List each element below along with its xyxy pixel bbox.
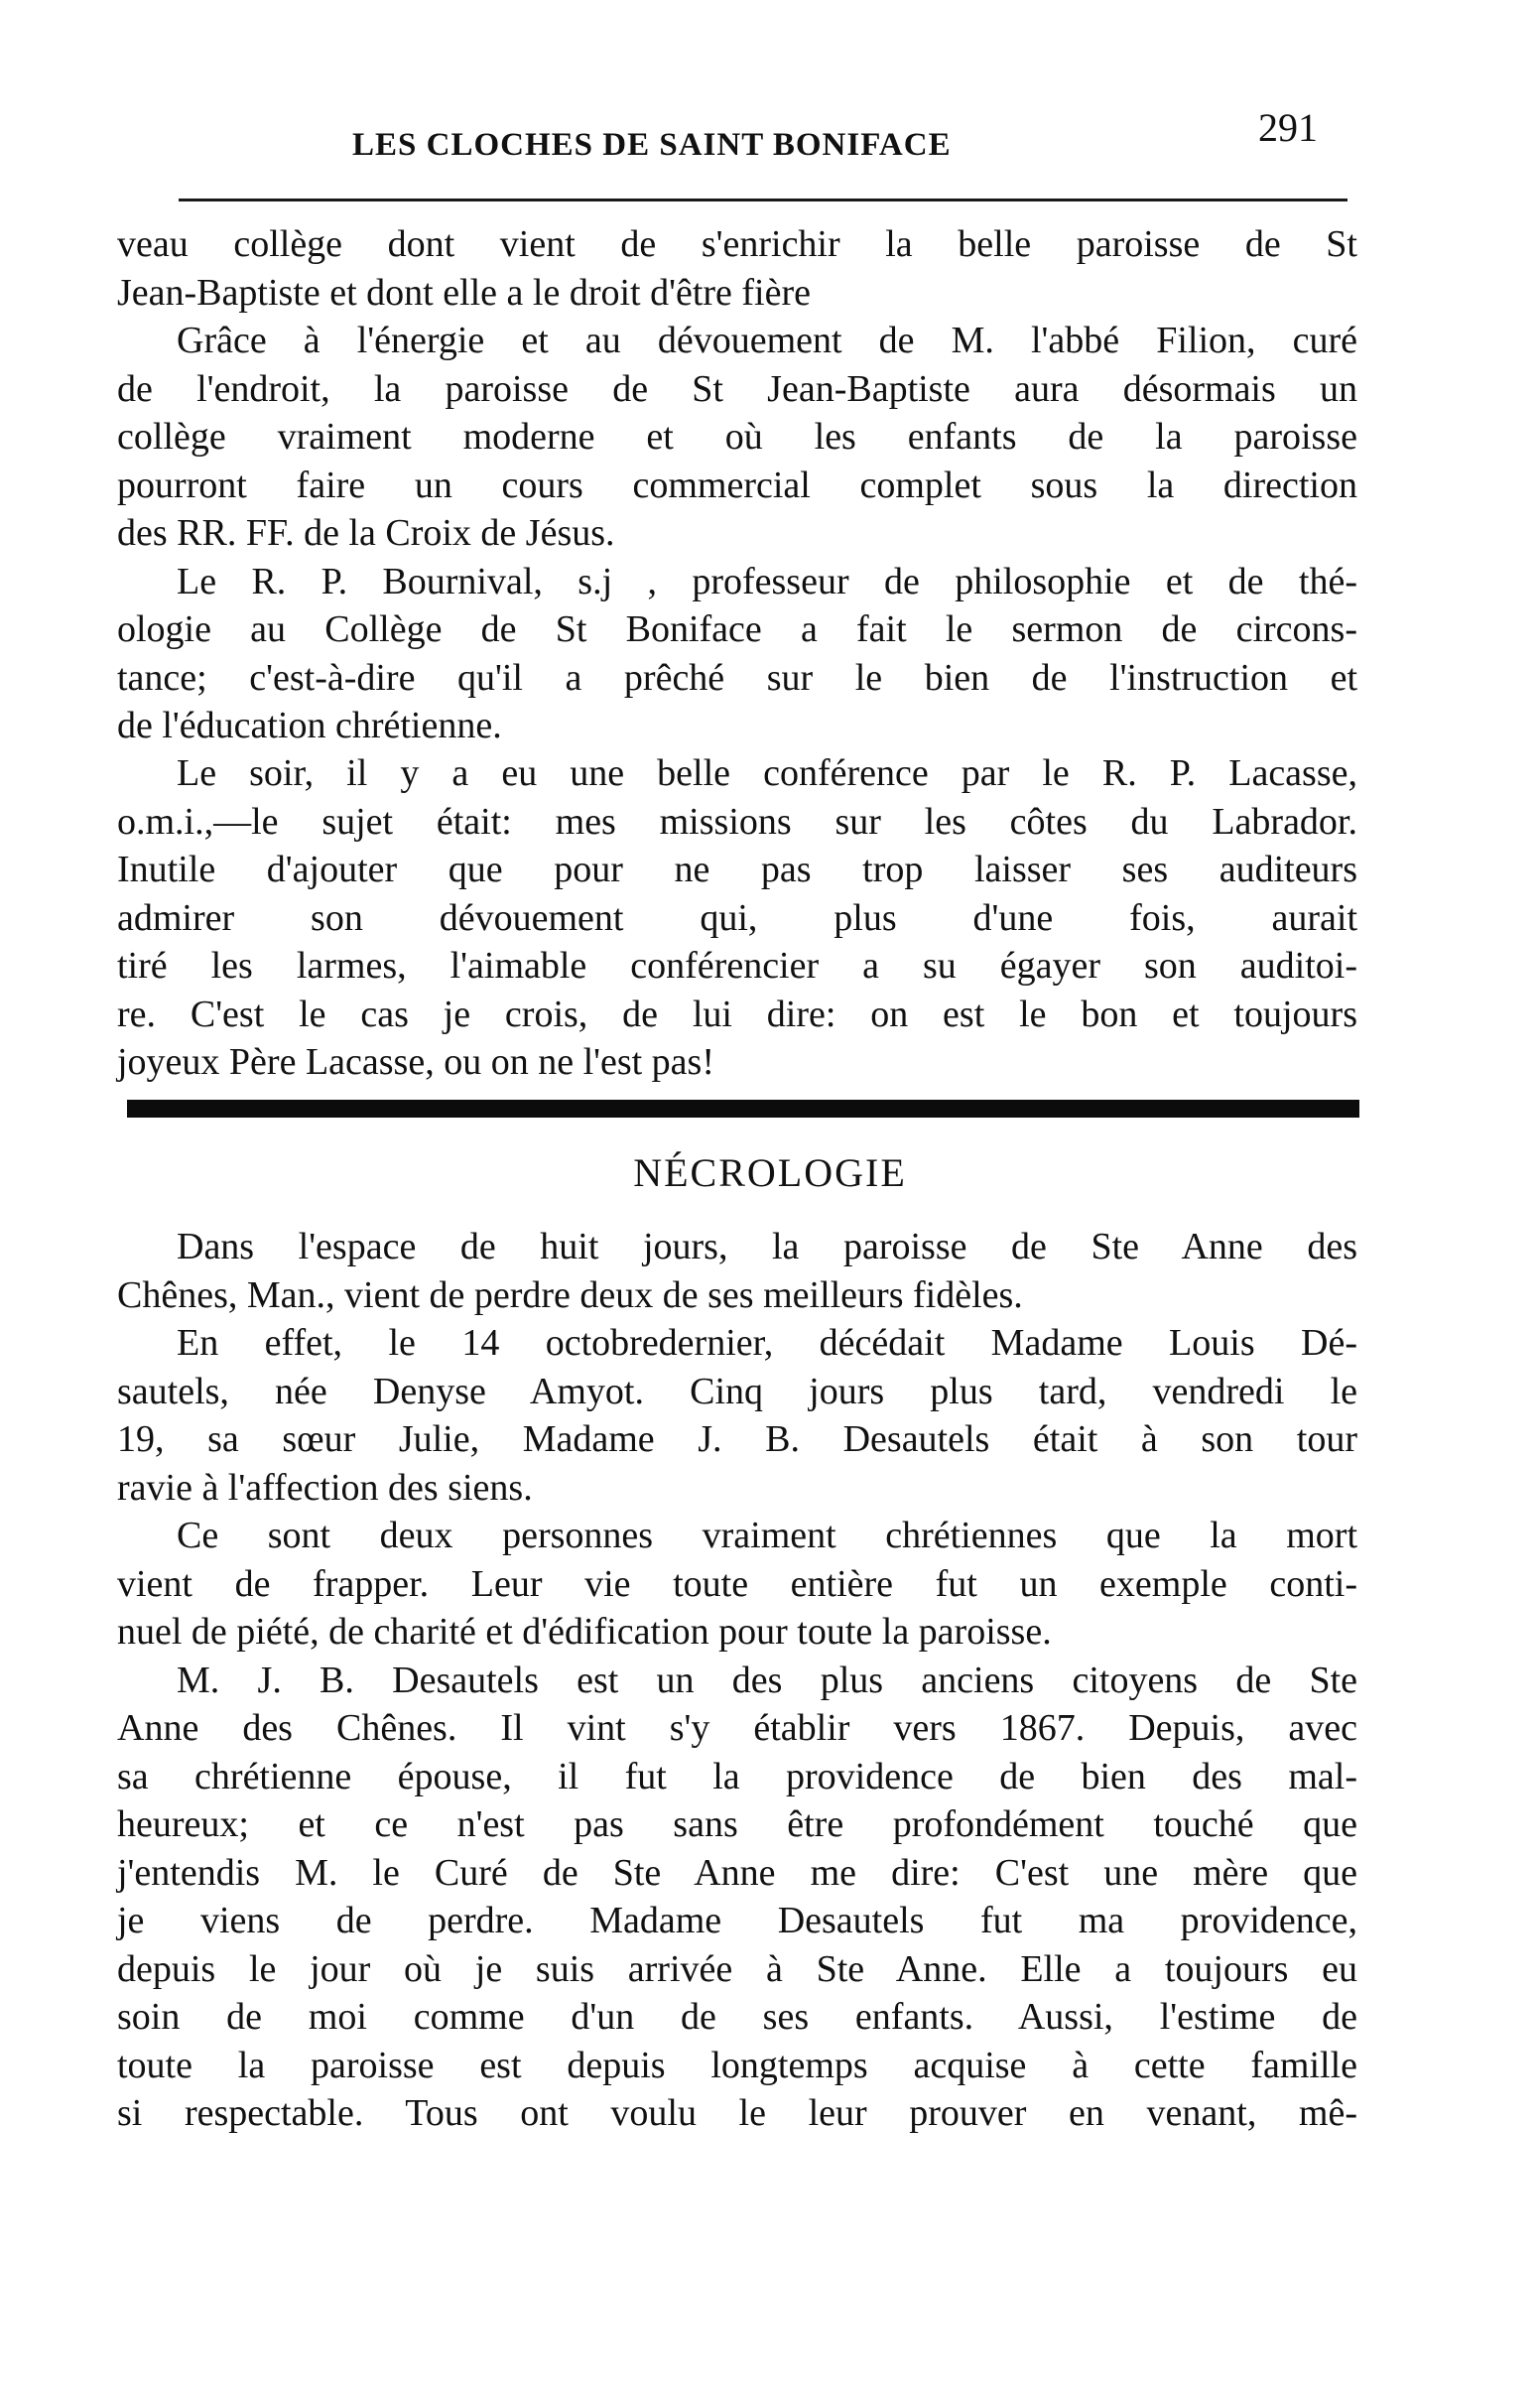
text-line: ologie au Collège de St Boniface a fait le sermon de circons- — [117, 608, 1357, 650]
text-line: Le R. P. Bournival, s.j , professeur de philosophie et de thé- — [177, 560, 1357, 602]
section-divider — [127, 1100, 1359, 1118]
text-line: En effet, le 14 octobredernier, décédait Madame Louis Dé- — [177, 1322, 1357, 1364]
page-number: 291 — [1258, 105, 1318, 150]
text-line: 19, sa sœur Julie, Madame J. B. Desautels était à son tour — [117, 1418, 1357, 1460]
text-line: ravie à l'affection des siens. — [117, 1466, 533, 1509]
text-line: Grâce à l'énergie et au dévouement de M. l'abbé Filion, curé — [177, 320, 1357, 361]
text-line: Chênes, Man., vient de perdre deux de ses meilleurs fidèles. — [117, 1273, 1023, 1316]
text-line: M. J. B. Desautels est un des plus anciens citoyens de Ste — [177, 1659, 1357, 1701]
text-line: Inutile d'ajouter que pour ne pas trop laisser ses auditeurs — [117, 849, 1357, 890]
text-line: nuel de piété, de charité et d'édification pour toute la paroisse. — [117, 1611, 1052, 1653]
text-line: sa chrétienne épouse, il fut la providence de bien des mal- — [117, 1755, 1357, 1797]
text-line: de l'éducation chrétienne. — [117, 705, 502, 746]
text-line: admirer son dévouement qui, plus d'une fois, aurait — [117, 896, 1357, 939]
text-line: tiré les larmes, l'aimable conférencier a su égayer son auditoi- — [117, 945, 1357, 987]
text-line: collège vraiment moderne et où les enfants de la paroisse — [117, 416, 1357, 458]
text-line: joyeux Père Lacasse, ou on ne l'est pas! — [117, 1041, 714, 1083]
text-line: heureux; et ce n'est pas sans être profondément touché que — [117, 1803, 1357, 1845]
text-line: vient de frapper. Leur vie toute entière fut un exemple conti- — [117, 1562, 1357, 1605]
text-line: de l'endroit, la paroisse de St Jean-Baptiste aura désormais un — [117, 367, 1357, 410]
college-paragraphs — [117, 220, 1357, 750]
text-line: des RR. FF. de la Croix de Jésus. — [117, 512, 615, 554]
text-line: j'entendis M. le Curé de Ste Anne me dire: C'est une mère que — [117, 1851, 1357, 1894]
section-title: NÉCROLOGIE — [633, 1150, 907, 1195]
text-line: re. C'est le cas je crois, de lui dire: on est le bon et toujours — [117, 993, 1357, 1035]
text-line: soin de moi comme d'un de ses enfants. Aussi, l'estime de — [117, 1996, 1357, 2038]
text-line: je viens de perdre. Madame Desautels fut ma providence, — [117, 1900, 1357, 1941]
text-line: veau collège dont vient de s'enrichir la belle paroisse de St — [117, 223, 1357, 265]
text-line: Ce sont deux personnes vraiment chrétiennes que la mort — [177, 1515, 1357, 1556]
text-line: pourront faire un cours commercial complet sous la direction — [117, 464, 1357, 506]
obituary-paragraphs — [117, 1223, 1357, 2138]
text-line: sautels, née Denyse Amyot. Cinq jours plus tard, vendredi le — [117, 1370, 1357, 1412]
text-line: o.m.i.,—le sujet était: mes missions sur les côtes du Labrador. — [117, 800, 1357, 843]
text-line: depuis le jour où je suis arrivée à Ste Anne. Elle a toujours eu — [117, 1947, 1357, 1990]
header-rule — [179, 199, 1348, 201]
text-line: Le soir, il y a eu une belle conférence par le R. P. Lacasse, — [177, 752, 1357, 794]
conference-paragraph — [117, 749, 1357, 1087]
text-line: Anne des Chênes. Il vint s'y établir vers 1867. Depuis, avec — [117, 1707, 1357, 1749]
text-line: Jean-Baptiste et dont elle a le droit d'être fière — [117, 271, 811, 314]
running-title: LES CLOCHES DE SAINT BONIFACE — [352, 127, 952, 163]
text-line: toute la paroisse est depuis longtemps acquise à cette famille — [117, 2044, 1357, 2086]
text-line: tance; c'est-à-dire qu'il a prêché sur le bien de l'instruction et — [117, 656, 1357, 699]
text-line: Dans l'espace de huit jours, la paroisse de Ste Anne des — [177, 1226, 1357, 1267]
text-line: si respectable. Tous ont voulu le leur prouver en venant, mê- — [117, 2092, 1357, 2134]
